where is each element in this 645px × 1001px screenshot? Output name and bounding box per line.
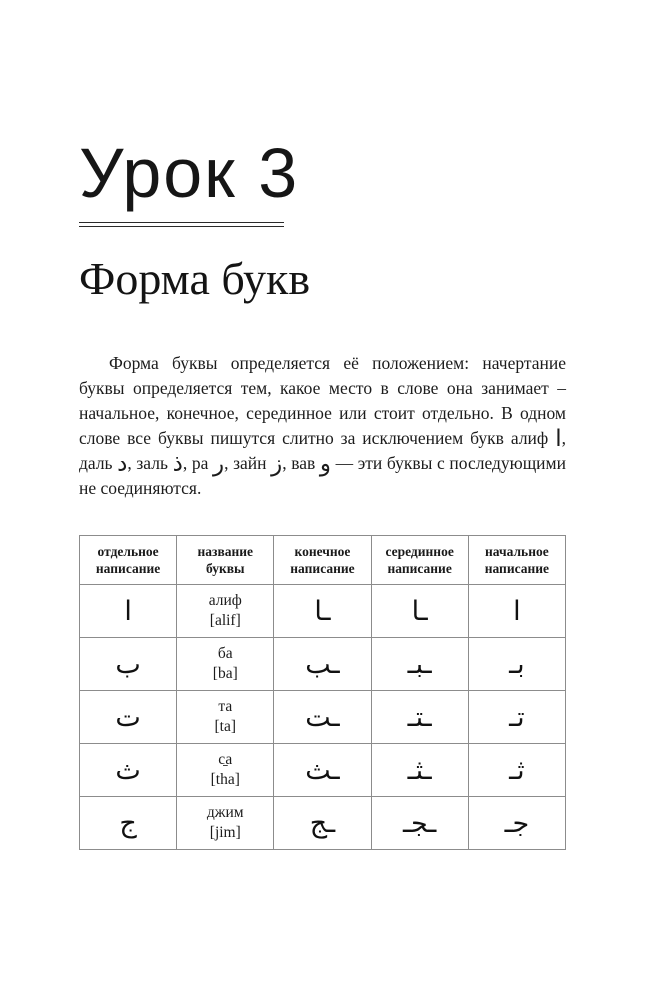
paragraph-text-segment: , вав bbox=[282, 453, 320, 474]
header-letter-name: название буквы bbox=[177, 536, 274, 585]
table-header-row bbox=[80, 536, 566, 585]
letter-name-cell bbox=[177, 797, 274, 850]
paragraph-text-segment: , ра bbox=[182, 453, 213, 474]
paragraph-text-segment: , заль bbox=[127, 453, 173, 474]
table-row-alif bbox=[80, 585, 566, 638]
chapter-subtitle: Форма букв bbox=[79, 253, 311, 304]
initial-form-cell: ا bbox=[468, 585, 565, 638]
isolated-form-cell: ت bbox=[80, 691, 177, 744]
medial-form-cell: ـثـ bbox=[371, 744, 468, 797]
paragraph-text-segment: , даль bbox=[79, 428, 566, 474]
title-double-rule bbox=[79, 222, 284, 227]
letter-transcription: [ta] bbox=[214, 718, 237, 736]
letter-name: та bbox=[218, 698, 233, 716]
letter-transcription: [alif] bbox=[209, 612, 241, 630]
paragraph-text-segment: — эти буквы с последующими не соединяются. bbox=[79, 453, 566, 499]
letter-forms-table bbox=[79, 535, 566, 850]
medial-form-cell: ـجـ bbox=[371, 797, 468, 850]
header-medial-writing: серединное написание bbox=[371, 536, 468, 585]
letter-transcription: [jim] bbox=[209, 824, 241, 842]
final-form-cell: ـج bbox=[274, 797, 371, 850]
letter-name-cell bbox=[177, 585, 274, 638]
inline-arabic-letter: ز bbox=[271, 451, 283, 478]
isolated-form-cell: ا bbox=[80, 585, 177, 638]
paragraph-text-segment: , зайн bbox=[224, 453, 272, 474]
isolated-form-cell: ث bbox=[80, 744, 177, 797]
header-initial-writing: начальное написание bbox=[468, 536, 565, 585]
header-isolated-writing: отдельное написание bbox=[80, 536, 177, 585]
initial-form-cell: جـ bbox=[468, 797, 565, 850]
inline-arabic-letter: و bbox=[319, 451, 331, 478]
table-row-ba bbox=[80, 638, 566, 691]
letter-name: алиф bbox=[208, 592, 242, 610]
medial-form-cell: ـتـ bbox=[371, 691, 468, 744]
letter-name-cell bbox=[177, 638, 274, 691]
letter-transcription: [ba] bbox=[212, 665, 238, 683]
letter-name-cell bbox=[177, 691, 274, 744]
inline-arabic-letter: ذ bbox=[172, 451, 183, 478]
initial-form-cell: ثـ bbox=[468, 744, 565, 797]
final-form-cell: ـب bbox=[274, 638, 371, 691]
inline-arabic-letter: ا bbox=[555, 426, 562, 453]
final-form-cell: ـا bbox=[274, 585, 371, 638]
intro-paragraph bbox=[79, 351, 566, 501]
initial-form-cell: بـ bbox=[468, 638, 565, 691]
medial-form-cell: ـا bbox=[371, 585, 468, 638]
letter-name: джим bbox=[206, 804, 244, 822]
paragraph-text-segment: Форма буквы определяется её положением: начертание буквы определяется тем, какое место в слове она занимает – начальное, конечное, серединное или стоит отдельно. В одном слове все буквы пишутся слитно за исключением букв алиф bbox=[79, 353, 566, 449]
initial-form-cell: تـ bbox=[468, 691, 565, 744]
lesson-title: Урок 3 bbox=[79, 134, 300, 212]
letter-name: ба bbox=[217, 645, 233, 663]
medial-form-cell: ـبـ bbox=[371, 638, 468, 691]
letter-name-cell bbox=[177, 744, 274, 797]
final-form-cell: ـت bbox=[274, 691, 371, 744]
table-row-tha bbox=[80, 744, 566, 797]
letter-name: с̱а bbox=[218, 751, 233, 769]
table-row-jim bbox=[80, 797, 566, 850]
final-form-cell: ـث bbox=[274, 744, 371, 797]
letter-transcription: [tha] bbox=[210, 771, 240, 789]
isolated-form-cell: ب bbox=[80, 638, 177, 691]
table-row-ta bbox=[80, 691, 566, 744]
inline-arabic-letter: د bbox=[117, 451, 128, 478]
header-final-writing: конечное написание bbox=[274, 536, 371, 585]
inline-arabic-letter: ر bbox=[212, 451, 225, 478]
isolated-form-cell: ج bbox=[80, 797, 177, 850]
